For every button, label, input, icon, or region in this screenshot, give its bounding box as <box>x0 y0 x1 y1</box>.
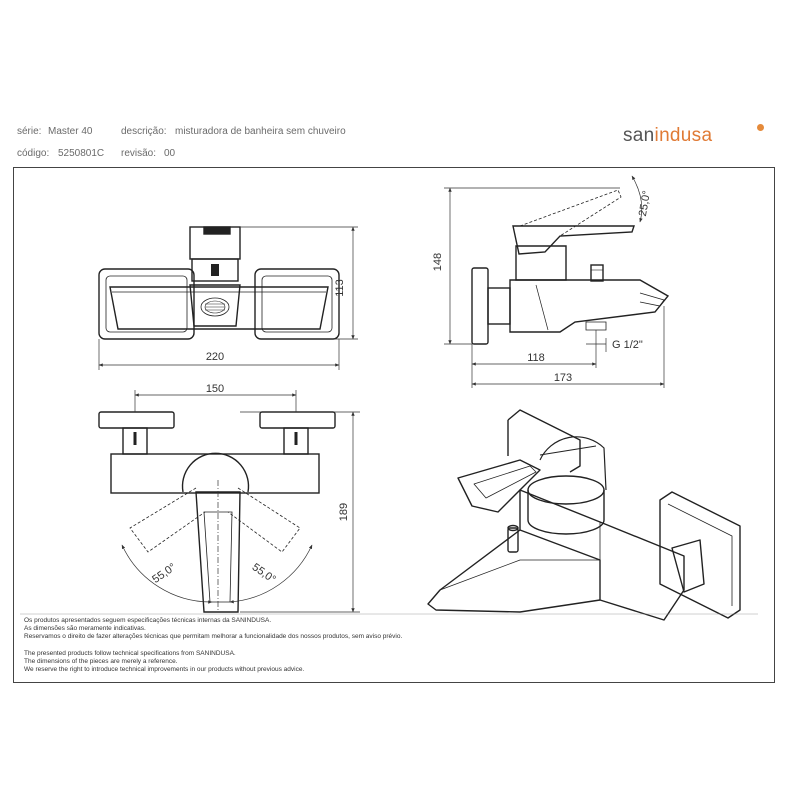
front-view <box>99 227 339 339</box>
descricao-value: misturadora de banheira sem chuveiro <box>175 126 346 137</box>
side-dimensions <box>444 176 664 388</box>
note-en-3: We reserve the right to introduce technical improvements in our products without previous advice. <box>24 666 305 673</box>
note-en-2: The dimensions of the pieces are merely a reference. <box>24 658 178 665</box>
dim-top-spacing: 150 <box>205 383 225 395</box>
dim-rotation-right: 55,0° <box>249 561 278 586</box>
codigo-label: código: <box>17 148 50 159</box>
note-pt-1: Os produtos apresentados seguem especificações técnicas internas da SANINDUSA. <box>24 617 272 624</box>
note-pt-2: As dimensões são meramente indicativas. <box>24 625 146 632</box>
revisao-value: 00 <box>164 148 176 159</box>
codigo-value: 5250801C <box>58 148 105 159</box>
dim-top-depth: 189 <box>338 502 350 522</box>
dim-side-length-long: 173 <box>553 372 573 384</box>
descricao-label: descrição: <box>121 126 167 137</box>
dim-thread: G 1/2" <box>612 339 643 351</box>
dim-front-width: 220 <box>205 351 225 363</box>
logo-part-san: san <box>623 125 655 146</box>
note-en-1: The presented products follow technical specifications from SANINDUSA. <box>24 650 236 657</box>
serie-label: série: <box>17 126 42 137</box>
dim-side-height: 148 <box>432 252 444 272</box>
dim-side-length-short: 118 <box>527 352 545 364</box>
serie-value: Master 40 <box>48 126 93 137</box>
notes-pt <box>24 617 402 641</box>
dim-rotation-left: 55,0° <box>150 561 179 586</box>
dim-front-height: 113 <box>334 279 346 297</box>
dim-side-angle: 25,0° <box>636 189 654 218</box>
revisao-label: revisão: <box>121 148 157 159</box>
top-view <box>99 412 335 612</box>
front-dimensions <box>99 227 358 370</box>
logo-part-indusa: indusa <box>654 125 713 146</box>
isometric-view <box>428 410 740 620</box>
notes-en <box>24 650 304 674</box>
note-pt-3: Reservamos o direito de fazer alterações técnicas que permitam melhorar a funcionalidade dos nossos produtos, sem aviso prévio. <box>24 633 403 640</box>
